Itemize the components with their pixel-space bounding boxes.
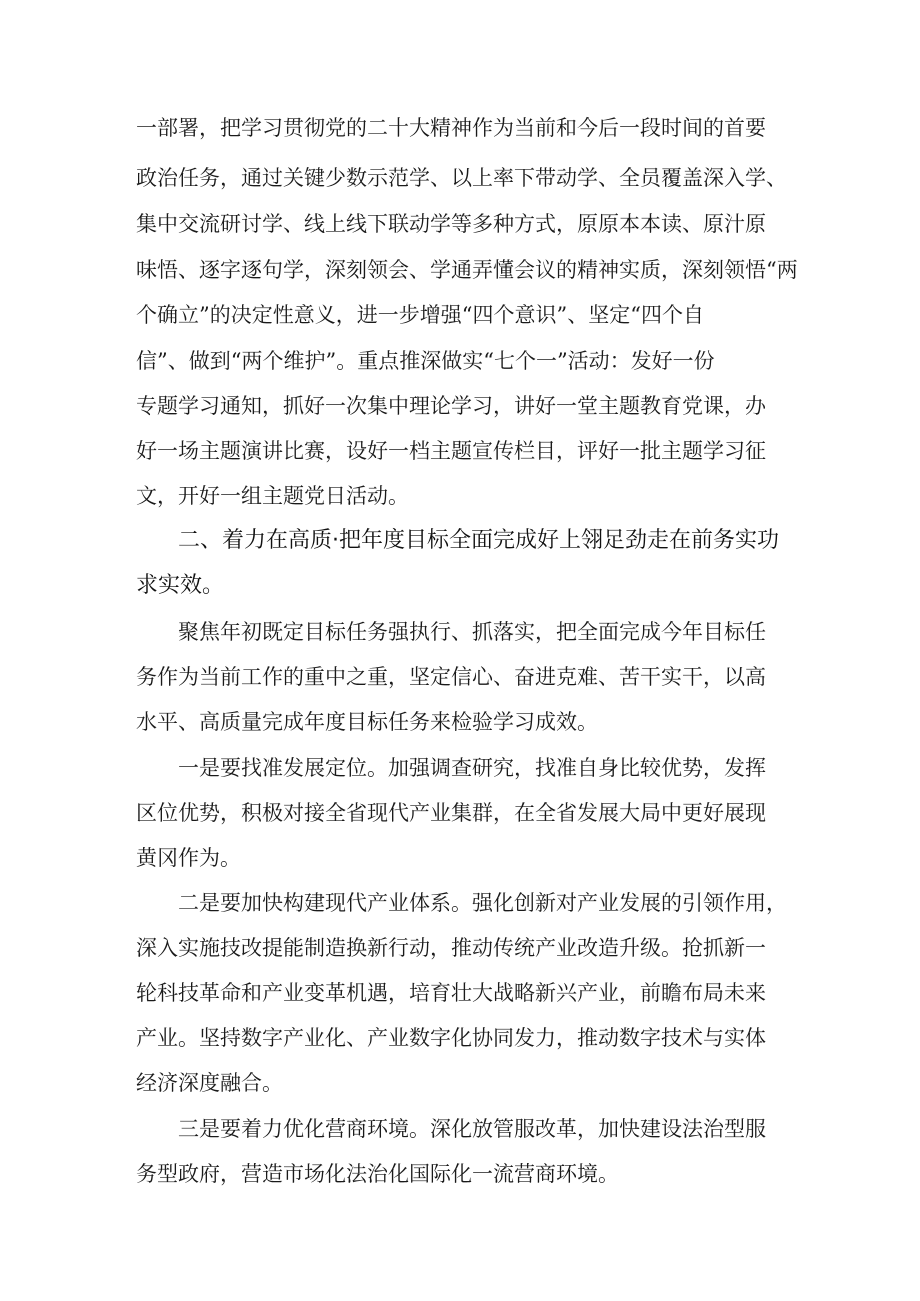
paragraph-1-line-3: 集中交流研讨学、线上线下联动学等多种方式，原原本本读、原汁原 <box>136 212 766 236</box>
paragraph-1-line-6: 信”、做到“两个维护”。重点推深做实“七个一”活动：发好一份 <box>136 349 715 373</box>
paragraph-2-line-3: 水平、高质量完成年度目标任务来检验学习成效。 <box>136 710 598 734</box>
paragraph-2-line-2: 务作为当前工作的重中之重，坚定信心、奋进克难、苦干实干，以高 <box>136 665 766 689</box>
paragraph-1-line-4: 味悟、逐字逐句学，深刻领会、学通弄懂会议的精神实质，深刻领悟“两 <box>136 258 798 282</box>
paragraph-1-line-8: 好一场主题演讲比赛，设好一档主题宣传栏目，评好一批主题学习征 <box>136 439 766 463</box>
paragraph-3-line-1: 一是要找准发展定位。加强调查研究，找准自身比较优势，发挥 <box>178 756 766 780</box>
paragraph-1-line-1: 一部署，把学习贯彻党的二十大精神作为当前和今后一段时间的首要 <box>136 116 766 140</box>
paragraph-2-line-1: 聚焦年初既定目标任务强执行、抓落实，把全面完成今年目标任 <box>178 620 766 644</box>
paragraph-5-line-2: 务型政府，营造市场化法治化国际化一流营商环境。 <box>136 1162 619 1186</box>
paragraph-4-line-5: 经济深度融合。 <box>136 1071 283 1095</box>
paragraph-1-line-7: 专题学习通知，抓好一次集中理论学习，讲好一堂主题教育党课，办 <box>136 394 766 418</box>
paragraph-1-line-2: 政治任务，通过关键少数示范学、以上率下带动学、全员覆盖深入学、 <box>136 166 787 190</box>
section-heading-line-1: 二、着力在高质·把年度目标全面完成好上翎足劲走在前务实功 <box>178 528 779 553</box>
section-heading-line-2: 求实效。 <box>136 573 225 598</box>
paragraph-1-line-9: 文，开好一组主题党日活动。 <box>136 484 409 508</box>
paragraph-5-line-1: 三是要着力优化营商环境。深化放管服改革，加快建设法治型服 <box>178 1117 766 1141</box>
paragraph-4-line-1: 二是要加快构建现代产业体系。强化创新对产业发展的引领作用， <box>178 891 787 915</box>
paragraph-4-line-3: 轮科技革命和产业变革机遇，培育壮大战略新兴产业，前瞻布局未来 <box>136 981 766 1005</box>
paragraph-3-line-3: 黄冈作为。 <box>136 846 241 870</box>
paragraph-3-line-2: 区位优势，积极对接全省现代产业集群，在全省发展大局中更好展现 <box>136 801 766 825</box>
paragraph-4-line-2: 深入实施技改提能制造换新行动，推动传统产业改造升级。抢抓新一 <box>136 936 766 960</box>
paragraph-4-line-4: 产业。坚持数字产业化、产业数字化协同发力，推动数字技术与实体 <box>136 1026 766 1050</box>
paragraph-1-line-5: 个确立”的决定性意义，进一步增强“四个意识”、坚定“四个自 <box>136 303 704 327</box>
